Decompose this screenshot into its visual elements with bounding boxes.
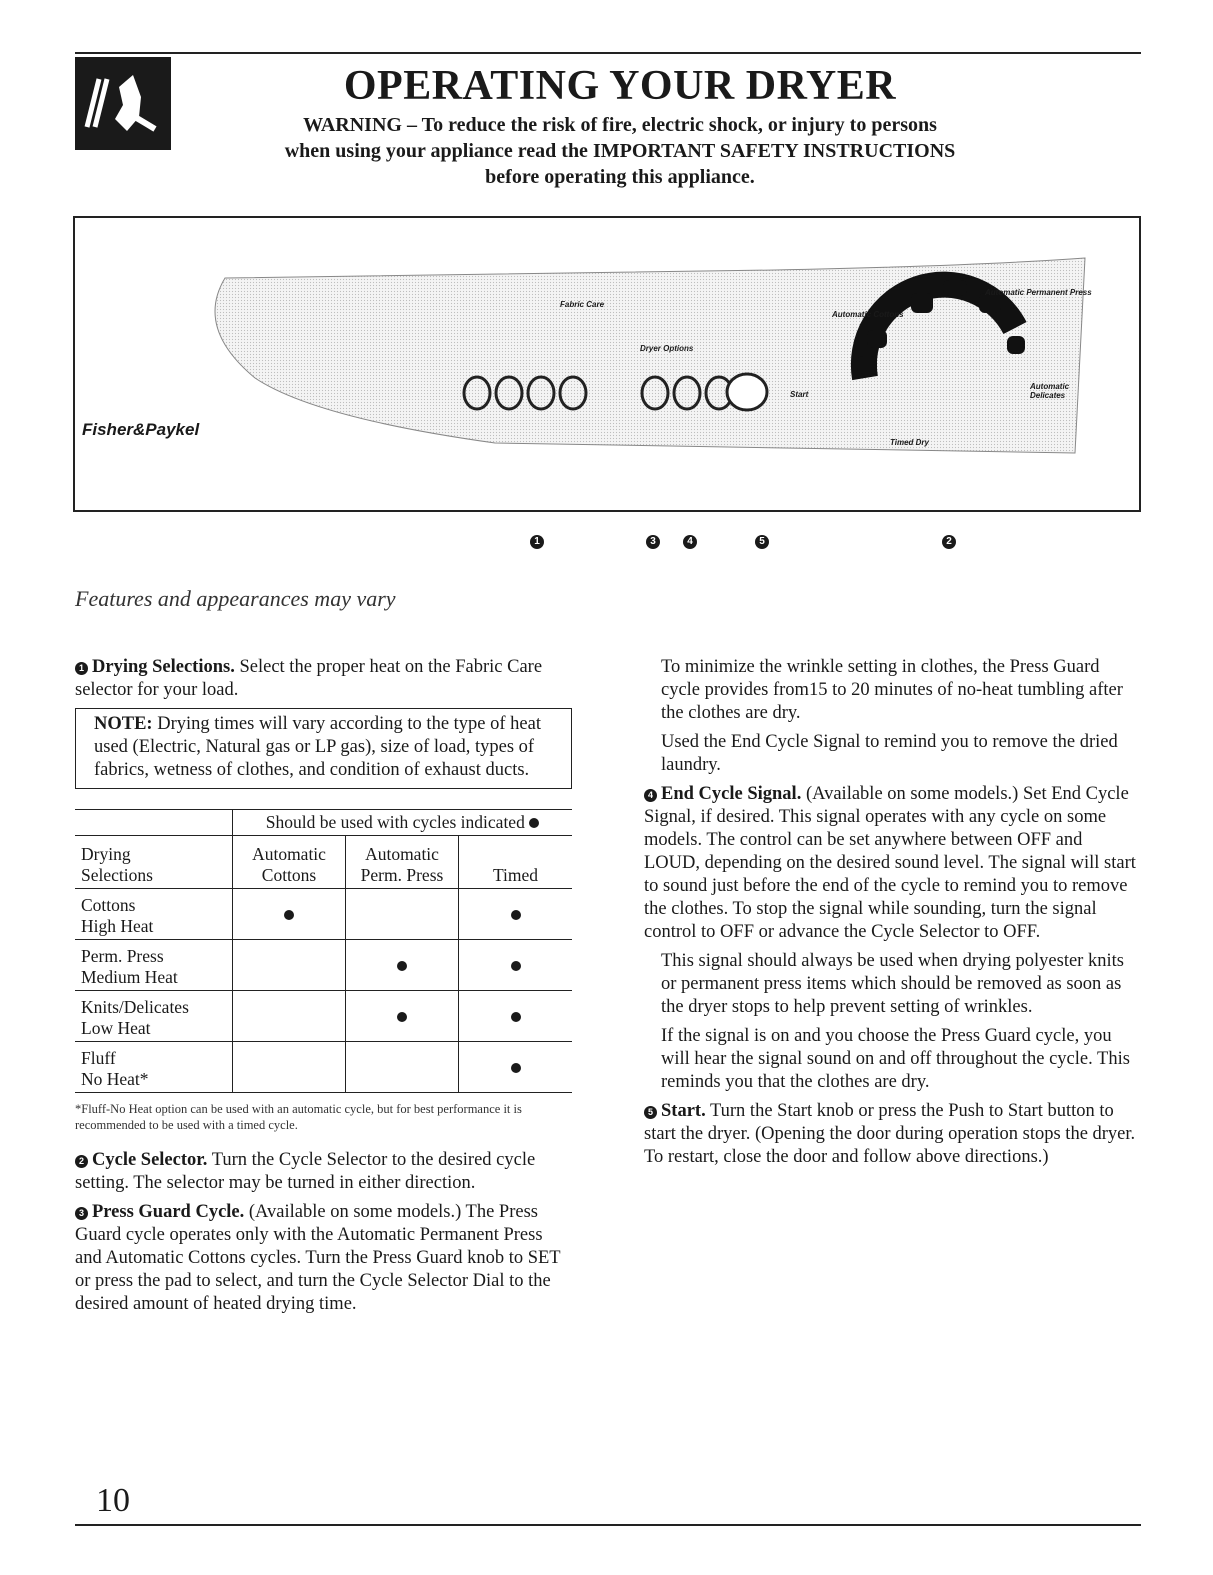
control-panel-illustration [75, 218, 1139, 510]
section-number: 1 [75, 662, 88, 675]
table-row: Cottons High Heat [75, 889, 572, 940]
bottom-rule [75, 1524, 1141, 1526]
page-title: OPERATING YOUR DRYER [343, 63, 897, 109]
indicator-dot [511, 1063, 521, 1073]
start-label: Start [790, 390, 809, 399]
table-row: Knits/Delicates Low Heat [75, 991, 572, 1042]
indicator-dot [397, 1012, 407, 1022]
callout-4: 5 [755, 535, 769, 549]
dryer-options-label: Dryer Options [640, 344, 694, 353]
right-column: To minimize the wrinkle setting in clothes, the Press Guard cycle provides from15 to 20 minutes of no-heat tumbling after the clothes are dry. Used the End Cycle Signal to remind you to remove the dried laundry. 4 End Cycle Signal. (Available on some models.) Set End Cycle Signal, if desired. This signal operates with any cycle on some models. The control can be set anywhere between OFF and LOUD, depending on the desired sound level. The signal will start to sound just before the end of the cycle to remind you to remove the clothes. To stop the signal while sounding, turn the signal control to OFF or advance the Cycle Selector to OFF. This signal should always be used when drying polyester knits or permanent press items which should be removed as soon as the dryer stops to help prevent setting of wrinkles. If the signal is on and you choose the Press Guard cycle, you will hear the signal sound on and off throughout the cycle. This reminds you that the clothes are dry. 5 Start. Turn the Start knob or press the Push to Start button to start the dryer. (Opening the door during operation stops the dryer. To restart, close the door and follow above directions.) [644, 656, 1141, 1175]
callout-5: 2 [942, 535, 956, 549]
drying-selection-table: Should be used with cycles indicated Drying Selections Automatic Cottons Automatic Perm. Press Timed Cottons High Heat Perm. Press Medium Heat Knits/Delicates Low Heat Fluff No Heat* [75, 809, 572, 1093]
note-box: NOTE: Drying times will vary according to the type of heat used (Electric, Natural gas or LP gas), size of load, types of fabrics, wetness of clothes, and condition of exhaust ducts. [75, 708, 572, 789]
paragraph: This signal should always be used when drying polyester knits or permanent press items which should be removed as soon as the dryer stops to help prevent setting of wrinkles. [661, 951, 1124, 1017]
callout-2: 3 [646, 535, 660, 549]
left-column: 1 Drying Selections. Select the proper heat on the Fabric Care selector for your load. NOTE: Drying times will vary according to the type of heat used (Electric, Natural gas or LP gas), size of load, types of fabrics, wetness of clothes, and condition of exhaust ducts. Should be used with cycles indicated Drying Selections Automatic Cottons Automatic Perm. Press Timed Cottons High Heat Perm. Press Medium Heat Knits/Delicates Low Heat Fluff No Heat* *Fluff-No Heat option can be used with an automatic cycle, but for best performance it is recommended to be used with a timed cycle. 2 Cycle Selector. Turn the Cycle Selector to the desired cycle setting. The selector may be turned in either direction. 3 Press Guard Cycle. (Available on some models.) The Press Guard cycle operates only with the Automatic Permanent Press and Automatic Cottons cycles. Turn the Press Guard knob to SET or press the pad to select, and turn the Cycle Selector Dial to the desired amount of heated drying time. [75, 656, 572, 1322]
warning-text: WARNING – To reduce the risk of fire, electric shock, or injury to persons when using your appliance read the IMPORTANT SAFETY INSTRUCTIONS before operating this appliance. [284, 114, 956, 188]
table-footnote: *Fluff-No Heat option can be used with an automatic cycle, but for best performance it is recommended to be used with a timed cycle. [75, 1102, 522, 1132]
indicator-dot [511, 961, 521, 971]
table-row: Perm. Press Medium Heat [75, 940, 572, 991]
paragraph: Used the End Cycle Signal to remind you to remove the dried laundry. [661, 732, 1118, 775]
callout-3: 4 [683, 535, 697, 549]
hand-icon [75, 57, 171, 150]
section-heading: Drying Selections. [92, 657, 235, 677]
brand-logo: Fisher&Paykel [82, 420, 200, 439]
auto-cottons-label: Automatic Cottons [832, 310, 904, 319]
callout-1: 1 [530, 535, 544, 549]
indicator-dot [397, 961, 407, 971]
indicator-dot [284, 910, 294, 920]
paragraph: If the signal is on and you choose the Press Guard cycle, you will hear the signal sound on and off throughout the cycle. This reminds you that the clothes are dry. [661, 1026, 1130, 1092]
features-caption: Features and appearances may vary [75, 586, 396, 611]
auto-delicates-label: Automatic Delicates [1030, 382, 1070, 400]
indicator-dot [511, 1012, 521, 1022]
timed-dry-label: Timed Dry [890, 438, 929, 447]
indicator-dot [511, 910, 521, 920]
auto-perm-press-label: Automatic Permanent Press [985, 288, 1092, 297]
paragraph: To minimize the wrinkle setting in clothes, the Press Guard cycle provides from15 to 20 minutes of no-heat tumbling after the clothes are dry. [661, 657, 1123, 723]
fabric-care-label: Fabric Care [560, 300, 605, 309]
section-body: Select the proper heat on the Fabric Care selector for your load. [75, 657, 543, 700]
page-number: 10 [96, 1482, 130, 1519]
table-row: Fluff No Heat* [75, 1042, 572, 1093]
top-rule [75, 52, 1141, 54]
